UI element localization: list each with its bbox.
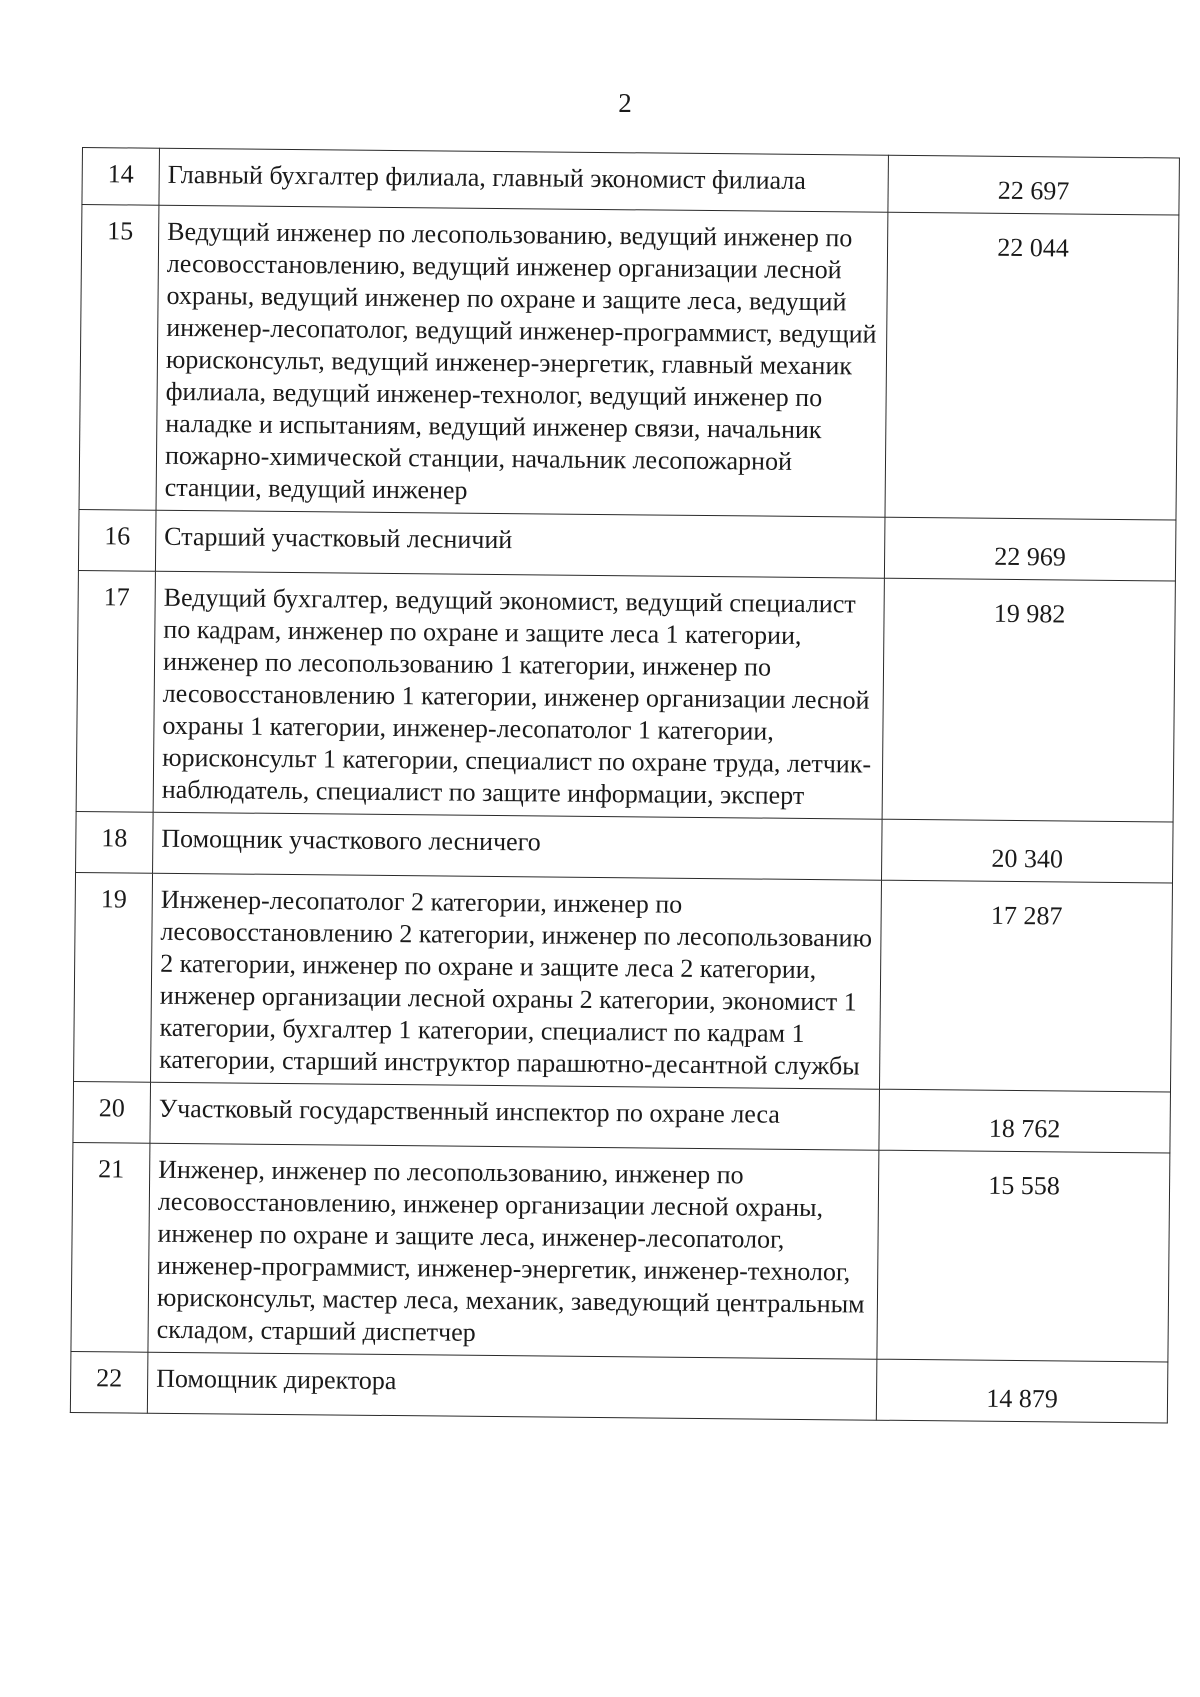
salary-table-wrapper xyxy=(70,147,1162,1423)
table-row xyxy=(76,570,1175,822)
table-row xyxy=(78,509,1176,581)
position-title: Помощник директора xyxy=(147,1352,877,1420)
position-title: Инженер, инженер по лесопользованию, инженер по лесовосстановлению, инженер организации лесной охраны, инженер по охране и защите леса, инженер-лесопатолог, инженер-программист, инженер-энергетик, инженер-технолог, юрисконсульт, мастер леса, механик, заведующий центральным складом, старший диспетчер xyxy=(148,1143,879,1359)
table-row xyxy=(71,1142,1170,1362)
row-number: 16 xyxy=(78,509,156,571)
table-row xyxy=(82,148,1179,216)
table-row xyxy=(70,1351,1168,1423)
salary-amount: 22 044 xyxy=(885,212,1179,520)
salary-amount: 17 287 xyxy=(879,880,1172,1092)
table-row xyxy=(79,205,1179,521)
salary-amount: 14 879 xyxy=(876,1359,1168,1423)
position-title: Старший участковый лесничий xyxy=(155,510,885,578)
position-title: Участковый государственный инспектор по охране леса xyxy=(150,1082,880,1150)
row-number: 15 xyxy=(79,205,159,511)
table-row xyxy=(74,872,1173,1092)
salary-amount: 22 969 xyxy=(884,517,1176,581)
salary-amount: 18 762 xyxy=(879,1089,1171,1153)
table-row xyxy=(76,811,1174,883)
row-number: 21 xyxy=(71,1142,150,1352)
row-number: 20 xyxy=(73,1081,151,1143)
salary-table xyxy=(70,147,1180,1423)
row-number: 19 xyxy=(74,872,153,1082)
position-title: Ведущий бухгалтер, ведущий экономист, ведущий специалист по кадрам, инженер по охране и защите леса 1 категории, инженер по лесопользованию 1 категории, инженер по лесовосстановлению 1 категории, инженер организации лесной охраны 1 категории, инженер-лесопатолог 1 категории, юрисконсульт 1 категории, специалист по охране труда, летчик-наблюдатель, специалист по защите информации, эксперт xyxy=(153,571,884,819)
row-number: 17 xyxy=(76,570,155,812)
position-title: Помощник участкового лесничего xyxy=(153,812,883,880)
salary-amount: 20 340 xyxy=(881,819,1173,883)
page-number: 2 xyxy=(618,88,632,118)
salary-amount: 19 982 xyxy=(882,578,1175,822)
position-title: Ведущий инженер по лесопользованию, ведущий инженер по лесовосстановлению, ведущий инженер организации лесной охраны, ведущий инженер по охране и защите леса, ведущий инженер-лесопатолог, ведущий инженер-программист, ведущий юрисконсульт, ведущий инженер-энергетик, главный механик филиала, ведущий инженер-технолог, ведущий инженер по наладке и испытаниям, ведущий инженер связи, начальник пожарно-химической станции, начальник лесопожарной станции, ведущий инженер xyxy=(156,205,888,517)
salary-amount: 22 697 xyxy=(888,155,1180,215)
salary-amount: 15 558 xyxy=(877,1150,1170,1362)
table-row xyxy=(73,1081,1171,1153)
row-number: 22 xyxy=(70,1351,148,1413)
position-title: Главный бухгалтер филиала, главный экономист филиала xyxy=(159,148,889,212)
position-title: Инженер-лесопатолог 2 категории, инженер по лесовосстановлению 2 категории, инженер по лесопользованию 2 категории, инженер по охране и защите леса 2 категории, инженер организации лесной охраны 2 категории, экономист 1 категории, бухгалтер 1 категории, специалист по кадрам 1 категории, старший инструктор парашютно-десантной службы xyxy=(151,873,882,1089)
row-number: 14 xyxy=(82,148,160,206)
row-number: 18 xyxy=(76,811,154,873)
